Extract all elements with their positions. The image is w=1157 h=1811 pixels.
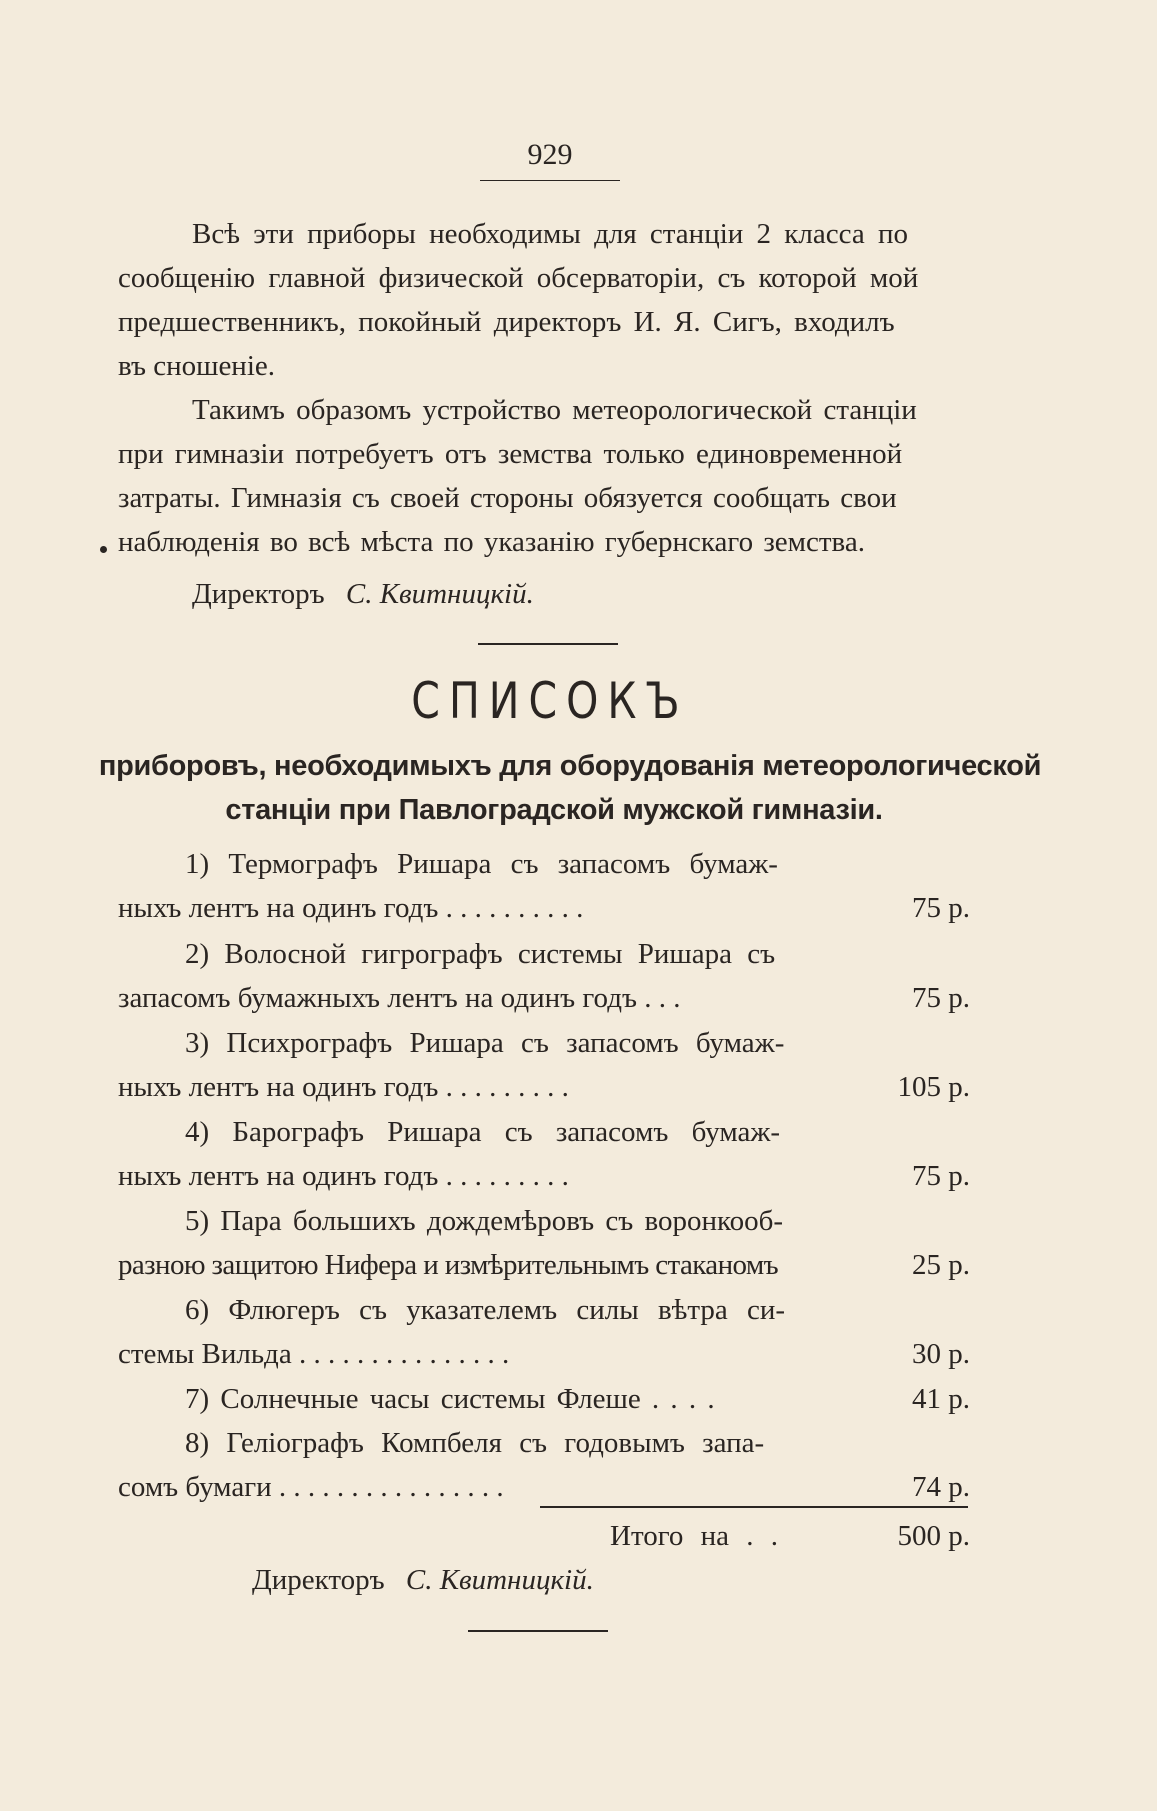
paragraph1-line4: въ сношеніе. bbox=[118, 350, 276, 382]
item-2-price: 75 р. bbox=[912, 982, 970, 1014]
item-8-line2: сомъ бумаги . . . . . . . . . . . . . . . . bbox=[118, 1471, 504, 1503]
item-2-line2: запасомъ бумажныхъ лентъ на одинъ годъ . . . bbox=[118, 982, 681, 1014]
sum-rule bbox=[540, 1506, 968, 1508]
item-5-price: 25 р. bbox=[912, 1249, 970, 1281]
item-1-line2: ныхъ лентъ на одинъ годъ . . . . . . . . . . bbox=[118, 892, 584, 924]
section-rule bbox=[478, 643, 618, 645]
item-7-price: 41 р. bbox=[912, 1383, 970, 1415]
paragraph2-line3: затраты. Гимназія съ своей стороны обязуется сообщать свои bbox=[118, 482, 897, 514]
item-6-line1: 6) Флюгеръ съ указателемъ силы вѣтра си- bbox=[185, 1294, 786, 1326]
signature1-prefix: Директоръ bbox=[192, 578, 325, 610]
item-3-price: 105 р. bbox=[897, 1071, 970, 1103]
item-6-price: 30 р. bbox=[912, 1338, 970, 1370]
paragraph2-line4: наблюденія во всѣ мѣста по указанію губернскаго земства. bbox=[118, 526, 865, 558]
header-rule bbox=[480, 180, 620, 181]
footer-rule bbox=[468, 1630, 608, 1632]
item-4-line2: ныхъ лентъ на одинъ годъ . . . . . . . . . bbox=[118, 1160, 569, 1192]
item-6-line2: стемы Вильда . . . . . . . . . . . . . . . bbox=[118, 1338, 510, 1370]
signature2-prefix: Директоръ bbox=[252, 1564, 385, 1596]
item-4-price: 75 р. bbox=[912, 1160, 970, 1192]
item-8-line1: 8) Геліографъ Компбеля съ годовымъ запа- bbox=[185, 1427, 765, 1459]
item-1-line1: 1) Термографъ Ришара съ запасомъ бумаж- bbox=[185, 848, 778, 880]
item-5-line2: разною защитою Нифера и измѣрительнымъ стаканомъ bbox=[118, 1249, 778, 1281]
page-number: 929 bbox=[527, 138, 573, 171]
item-8-price: 74 р. bbox=[912, 1471, 970, 1503]
paragraph2-line2: при гимназіи потребуетъ отъ земства только единовременной bbox=[118, 438, 903, 470]
paragraph1-line1: Всѣ эти приборы необходимы для станціи 2 класса по bbox=[192, 218, 908, 250]
item-4-line1: 4) Барографъ Ришара съ запасомъ бумаж- bbox=[185, 1116, 781, 1148]
paragraph1-line2: сообщенію главной физической обсерваторіи, съ которой мой bbox=[118, 262, 919, 294]
item-7-line1: 7) Солнечные часы системы Флеше . . . . bbox=[185, 1383, 715, 1415]
item-2-line1: 2) Волосной гигрографъ системы Ришара съ bbox=[185, 938, 776, 970]
item-1-price: 75 р. bbox=[912, 892, 970, 924]
list-subtitle-line1: приборовъ, необходимыхъ для оборудованія метеорологической bbox=[98, 750, 1042, 782]
item-3-line1: 3) Психрографъ Ришара съ запасомъ бумаж- bbox=[185, 1027, 785, 1059]
signature1-name: С. Квитницкій. bbox=[345, 578, 534, 610]
list-subtitle-line2: станціи при Павлоградской мужской гимназіи. bbox=[225, 794, 883, 826]
item-5-line1: 5) Пара большихъ дождемѣровъ съ воронкооб- bbox=[185, 1205, 784, 1237]
signature1 bbox=[192, 578, 534, 611]
signature2 bbox=[252, 1564, 594, 1597]
paragraph2-line1: Такимъ образомъ устройство метеорологической станціи bbox=[192, 394, 917, 426]
item-3-line2: ныхъ лентъ на одинъ годъ . . . . . . . . . bbox=[118, 1071, 569, 1103]
total-label: Итого на . . bbox=[610, 1520, 779, 1552]
margin-dot bbox=[100, 546, 107, 553]
total-value: 500 р. bbox=[897, 1520, 970, 1552]
list-title: СПИСОКЪ bbox=[411, 672, 689, 730]
paragraph1-line3: предшественникъ, покойный директоръ И. Я. Сигъ, входилъ bbox=[118, 306, 895, 338]
signature2-name: С. Квитницкій. bbox=[405, 1564, 594, 1596]
